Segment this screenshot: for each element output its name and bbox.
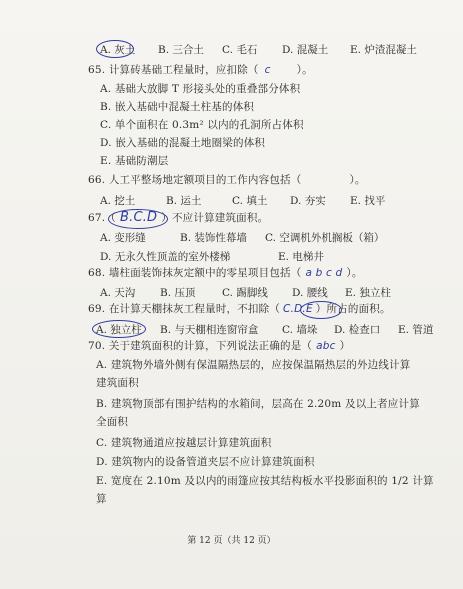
answer-circle	[108, 209, 168, 229]
question-65-option-c: C. 单个面积在 0.3m² 以内的孔洞所占体积	[100, 119, 304, 131]
question-69-option-a: A. 独立柱	[96, 324, 142, 336]
handwritten-answer: a b c d	[305, 267, 343, 279]
question-69-option-c: C. 墙垛	[282, 324, 318, 336]
question-67-option-a: A. 变形缝	[100, 232, 146, 244]
question-70-option-a: A. 建筑物外墙外侧有保温隔热层的，应按保温隔热层的外边线计算	[96, 359, 411, 371]
question-68-stem: 68. 墙柱面装饰抹灰定额中的零星项目包括（ a b c d ）。	[88, 267, 363, 279]
option-b: B. 三合土	[158, 44, 204, 56]
option-a: A. 灰土	[100, 44, 136, 56]
question-66-option-e: E. 找平	[350, 195, 386, 207]
handwritten-answer: abc	[316, 340, 336, 352]
question-69-option-d: D. 检查口	[334, 324, 381, 336]
question-70-option-c: C. 建筑物通道应按越层计算建筑面积	[96, 437, 272, 449]
answer-circle	[300, 301, 342, 319]
question-70-option-b: B. 建筑物顶部有围护结构的水箱间，层高在 2.20m 及以上者应计算	[96, 398, 420, 410]
question-66-stem: 66. 人工平整场地定额项目的工作内容包括（ ）。	[88, 174, 366, 186]
question-67-option-b: B. 装饰性幕墙	[180, 232, 247, 244]
question-70-stem: 70. 关于建筑面积的计算，下列说法正确的是（ abc ）	[88, 340, 351, 352]
option-c: C. 毛石	[222, 44, 258, 56]
option-d: D. 混凝土	[282, 44, 329, 56]
handwritten-answer: C.D.E	[283, 303, 313, 315]
question-68-option-b: B. 压顶	[160, 287, 196, 299]
question-69-stem: 69. 在计算天棚抹灰工程量时，不扣除（ C.D.E ）所占的面积。	[88, 303, 391, 315]
question-66-option-b: B. 运土	[166, 195, 202, 207]
question-67-option-c: C. 空调机外机搁板（箱）	[265, 232, 385, 244]
question-65-option-e: E. 基础防潮层	[100, 155, 169, 167]
question-67-stem: 67.（ B.C.D ）不应计算建筑面积。	[88, 210, 269, 225]
page-footer: 第 12 页（共 12 页）	[187, 536, 276, 546]
question-65-option-d: D. 嵌入基础的混凝土地圈梁的体积	[100, 137, 266, 149]
question-70-option-e-cont: 算	[96, 493, 107, 505]
question-69-option-e: E. 管道	[398, 324, 434, 336]
question-66-option-d: D. 夯实	[290, 195, 326, 207]
question-68-option-a: A. 天沟	[100, 287, 136, 299]
handwritten-answer: B.C.D	[120, 210, 158, 225]
option-e: E. 炉渣混凝土	[350, 44, 417, 56]
question-65-option-a: A. 基础大放脚 T 形接头处的重叠部分体积	[100, 83, 301, 95]
question-66-option-a: A. 挖土	[100, 195, 136, 207]
question-70-option-b-cont: 全面积	[96, 416, 129, 428]
handwritten-answer: c	[264, 64, 271, 76]
question-66-option-c: C. 填土	[232, 195, 268, 207]
question-65-option-b: B. 嵌入基础中混凝土柱基的体积	[100, 101, 255, 113]
question-70-option-d: D. 建筑物内的设备管道夹层不应计算建筑面积	[96, 456, 315, 468]
question-70-option-a-cont: 建筑面积	[96, 377, 139, 389]
answer-circle	[96, 40, 134, 58]
question-68-option-c: C. 踢脚线	[222, 287, 268, 299]
question-67-option-e: E. 电梯井	[278, 251, 324, 263]
question-70-option-e: E. 宽度在 2.10m 及以内的雨篷应按其结构板水平投影面积的 1/2 计算	[96, 475, 434, 487]
question-65-stem: 65. 计算砖基础工程量时，应扣除（ c ）。	[88, 64, 313, 76]
question-68-option-e: E. 独立柱	[345, 287, 391, 299]
question-67-option-d: D. 无永久性顶盖的室外楼梯	[100, 251, 231, 263]
answer-circle	[92, 320, 146, 338]
question-69-option-b: B. 与天棚相连窗帘盒	[160, 324, 259, 336]
question-68-option-d: D. 腰线	[292, 287, 328, 299]
